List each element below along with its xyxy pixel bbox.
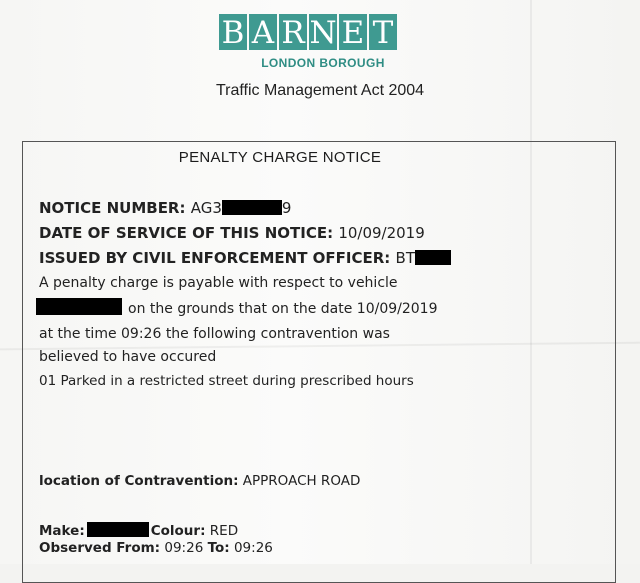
observed-line bbox=[39, 540, 273, 556]
notice-title: PENALTY CHARGE NOTICE bbox=[178, 149, 382, 166]
to-value: 09:26 bbox=[233, 540, 273, 556]
contravention-line: 01 Parked in a restricted street during prescribed hours bbox=[39, 373, 414, 389]
barnet-logo bbox=[219, 14, 397, 50]
officer-line bbox=[39, 249, 451, 267]
body-line-3: at the time 09:26 the following contravention was bbox=[39, 326, 390, 342]
redaction-bar bbox=[415, 250, 451, 265]
location-label: location of Contravention: bbox=[39, 473, 239, 489]
notice-number-line bbox=[39, 199, 291, 217]
date-of-service-value: 10/09/2019 bbox=[338, 224, 425, 242]
body-line-1: A penalty charge is payable with respect to vehicle bbox=[39, 275, 398, 291]
location-line bbox=[39, 473, 360, 489]
body-line-4: believed to have occured bbox=[39, 349, 217, 365]
logo-letter: A bbox=[249, 14, 277, 50]
date-of-service-line bbox=[39, 224, 425, 242]
logo-letter: R bbox=[279, 14, 307, 50]
observed-from-label: Observed From: bbox=[39, 540, 161, 556]
act-title: Traffic Management Act 2004 bbox=[215, 82, 425, 99]
logo-subtitle: LONDON BOROUGH bbox=[261, 56, 385, 70]
logo-letter: B bbox=[219, 14, 247, 50]
colour-value: RED bbox=[209, 523, 239, 539]
colour-label: Colour: bbox=[150, 523, 206, 539]
logo-letter: E bbox=[339, 14, 367, 50]
redaction-bar bbox=[87, 522, 149, 537]
observed-from-value: 09:26 bbox=[164, 540, 204, 556]
notice-number-prefix: AG3 bbox=[190, 199, 222, 217]
notice-number-suffix: 9 bbox=[281, 199, 292, 217]
make-colour-line bbox=[39, 522, 238, 539]
body-line-2-text: on the grounds that on the date 10/09/2019 bbox=[128, 301, 438, 317]
location-value: APPROACH ROAD bbox=[242, 473, 361, 489]
to-label: To: bbox=[207, 540, 230, 556]
make-label: Make: bbox=[39, 523, 85, 539]
redaction-bar bbox=[36, 298, 122, 315]
redaction-bar bbox=[222, 200, 282, 215]
officer-prefix: BT bbox=[395, 249, 415, 267]
logo-letter: T bbox=[369, 14, 397, 50]
date-of-service-label: DATE OF SERVICE OF THIS NOTICE: bbox=[39, 224, 334, 242]
logo-letter: N bbox=[309, 15, 337, 51]
notice-number-label: NOTICE NUMBER: bbox=[39, 199, 186, 217]
officer-label: ISSUED BY CIVIL ENFORCEMENT OFFICER: bbox=[39, 249, 391, 267]
body-line-2 bbox=[36, 298, 438, 317]
